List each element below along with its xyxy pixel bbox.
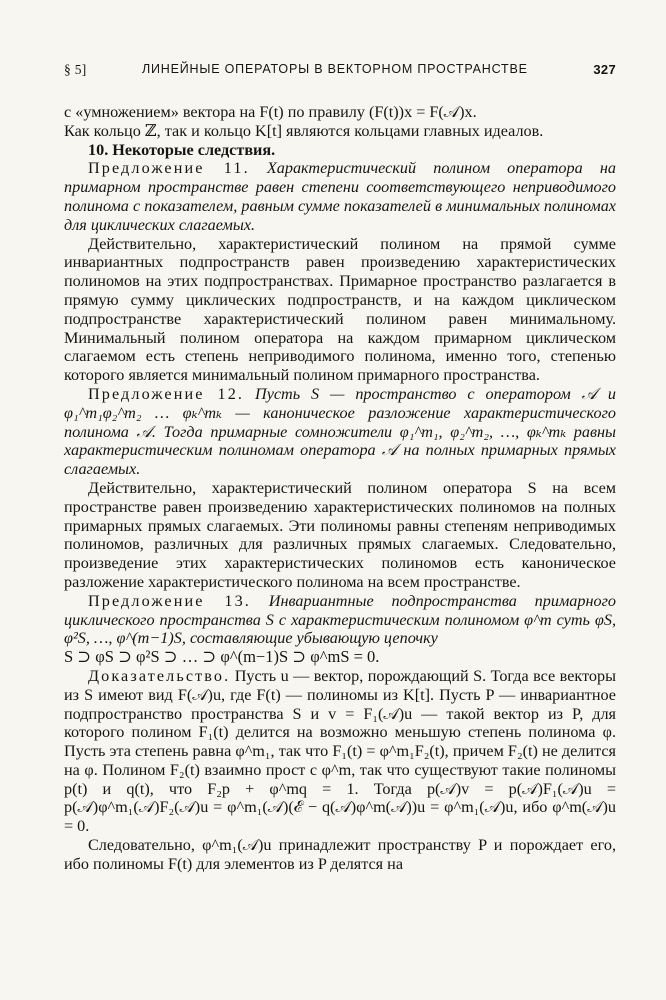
proposition-11: [64, 159, 616, 234]
proof-text: Пусть u — вектор, порождающий S. Тогда все векторы из S имеют вид F(𝒜)u, где F(t) — полиномы из K[t]. Пусть P — инвариантное подпространство пространства S и v = F₁(𝒜)u — такой вектор из P, для которого полином F₁(t) делится на возможно меньшую степень полинома φ. Пусть эта степень равна φ^m₁, так что F₁(t) = φ^m₁F₂(t), причем F₂(t) не делится на φ. Полином F₂(t) взаимно прост с φ^m, так что существуют такие полиномы p(t) и q(t), что F₂p + φ^mq = 1. Тогда p(𝒜)v = p(𝒜)F₁(𝒜)u = p(𝒜)φ^m₁(𝒜)F₂(𝒜)u = φ^m₁(𝒜)(ℰ − q(𝒜)φ^m(𝒜))u = φ^m₁(𝒜)u, ибо φ^m(𝒜)u = 0.: [64, 666, 616, 836]
page-header: [64, 62, 616, 84]
paragraph-1: Действительно, характеристический полином на прямой сумме инвариантных подпространств равен произведению характеристических полиномов на этих подпространствах. Примарное пространство разлагается в прямую сумму циклических подпространств, и на каждом циклическом подпространстве характеристический полином равен минимальному. Минимальный полином оператора на каждом примарном циклическом слагаемом есть степень неприводимого полинома, именно того, степенью которого является минимальный полином примарного пространства.: [64, 234, 616, 385]
proof: [64, 667, 616, 836]
proposition-11-label: Предложение 11.: [88, 159, 250, 178]
proposition-13: [64, 592, 616, 648]
section-marker: § 5]: [64, 62, 87, 77]
section-heading: 10. Некоторые следствия.: [88, 140, 276, 159]
page-number: 327: [593, 62, 616, 77]
proof-label: Доказательство.: [88, 666, 231, 685]
paragraph-3: Следовательно, φ^m₁(𝒜)u принадлежит пространству P и порождает его, ибо полиномы F(t) для элементов из P делятся на: [64, 836, 616, 873]
text-line-1: с «умножением» вектора на F(t) по правилу (F(t))x = F(𝒜)x.: [64, 103, 477, 121]
proposition-12: [64, 385, 616, 479]
page-body: [64, 103, 616, 874]
running-title: ЛИНЕЙНЫЕ ОПЕРАТОРЫ В ВЕКТОРНОМ ПРОСТРАНСТВЕ: [142, 62, 528, 76]
text-line-2: Как кольцо ℤ, так и кольцо K[t] являются кольцами главных идеалов.: [64, 121, 544, 140]
paragraph-2: Действительно, характеристический полином оператора S на всем пространстве равен произведению характеристических полиномов на полных примарных прямых слагаемых. Эти полиномы равны степеням неприводимых полиномов, различных для различных прямых слагаемых. Следовательно, произведение этих характеристических полиномов есть каноническое разложение характеристического полинома на всем пространстве.: [64, 478, 616, 591]
proposition-12-label: Предложение 12.: [88, 384, 245, 403]
proposition-13-label: Предложение 13.: [88, 591, 251, 610]
proposition-12-text: Пусть S — пространство с оператором 𝒜 и φ₁^m₁φ₂^m₂ … φₖ^mₖ — каноническое разложение характеристического полинома 𝒜. Тогда примарные сомножители φ₁^m₁, φ₂^m₂, …, φₖ^mₖ равны характеристическим полиномам оператора 𝒜 на полных примарных прямых слагаемых.: [64, 384, 616, 479]
display-formula: [64, 648, 616, 667]
proposition-13-text: Инвариантные подпространства примарного циклического пространства S с характеристическим полиномом φ^m суть φS, φ²S, …, φ^(m−1)S, составляющие убывающую цепочку: [64, 591, 616, 648]
proposition-11-text: Характеристический полином оператора на примарном пространстве равен степени соответствующего неприводимого полинома с показателем, равным сумме показателей в минимальных полиномах для циклических слагаемых.: [64, 159, 616, 234]
chain-formula: S ⊃ φS ⊃ φ²S ⊃ … ⊃ φ^(m−1)S ⊃ φ^mS = 0.: [64, 647, 380, 667]
